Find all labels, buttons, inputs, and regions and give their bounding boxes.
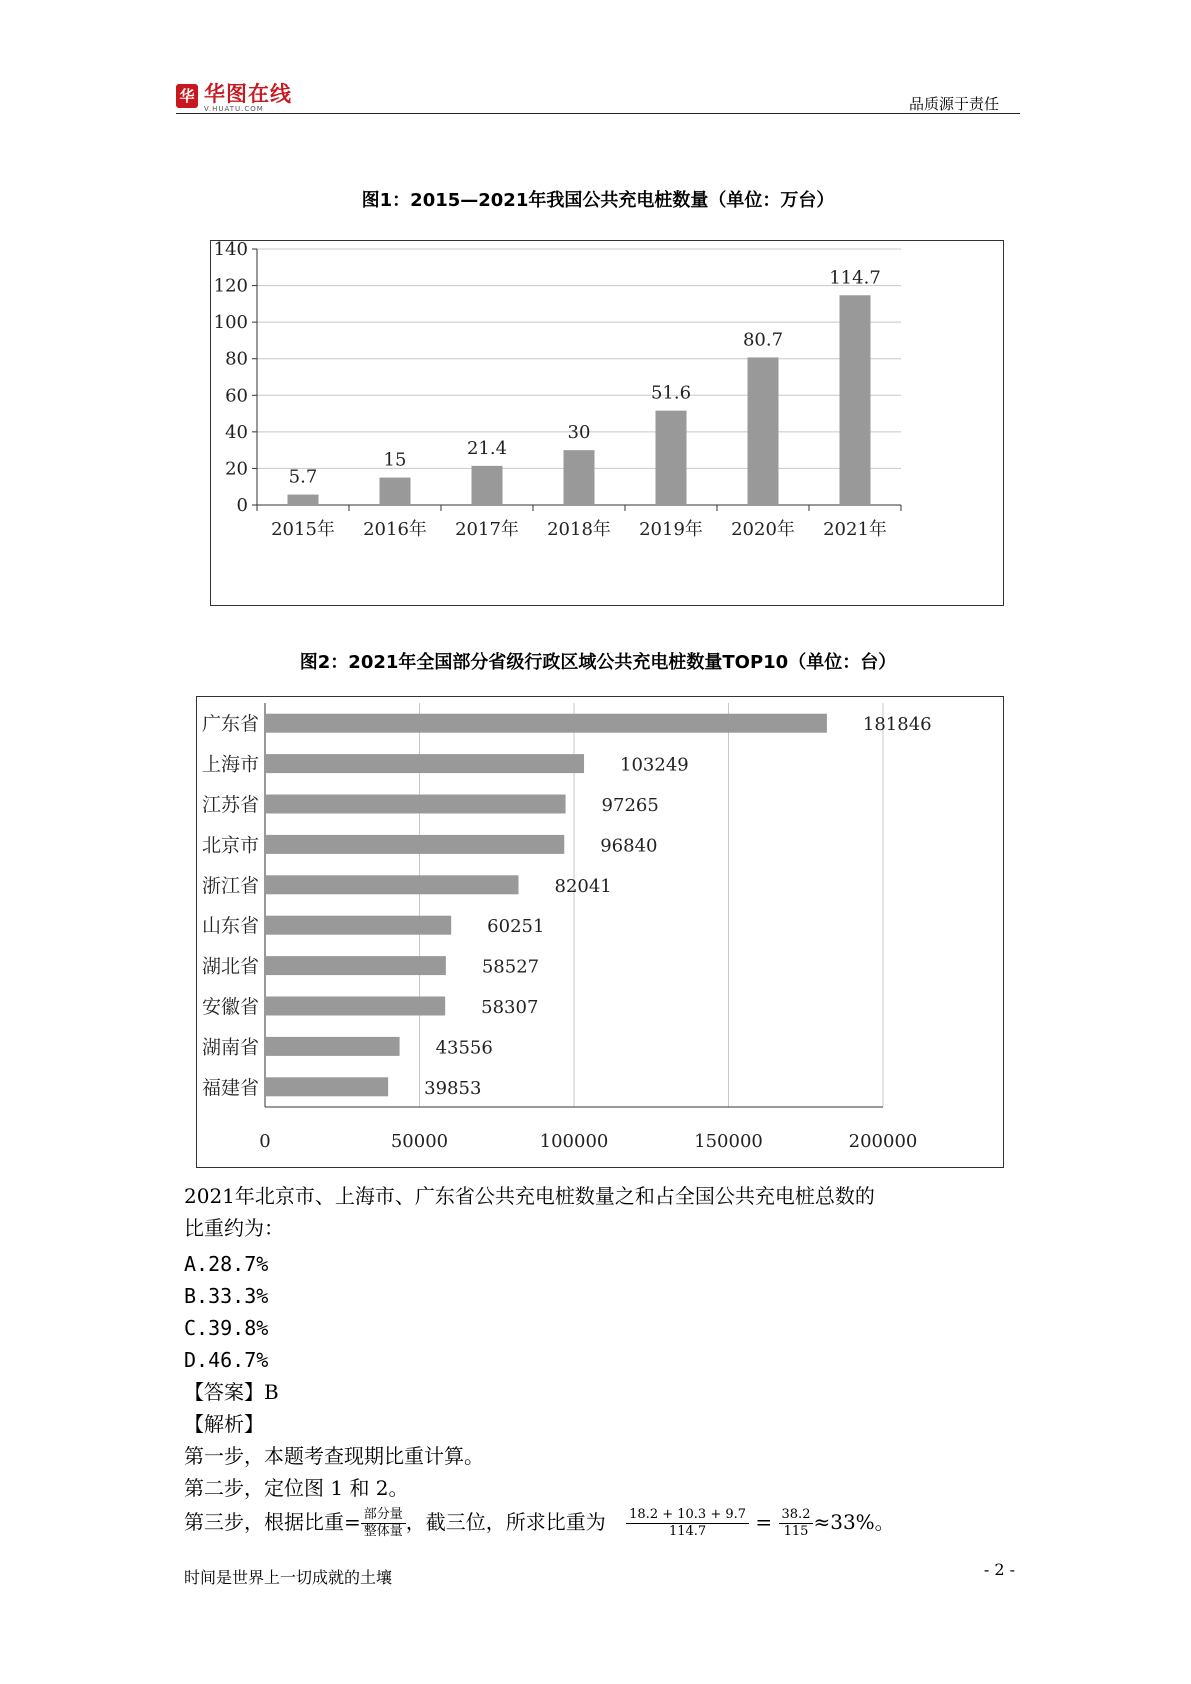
chart1-ytick-label: 120: [213, 275, 248, 297]
chart1-value-label: 114.7: [829, 267, 881, 289]
chart1-frame: [210, 240, 1004, 606]
chart2-xtick-label: 200000: [848, 1131, 918, 1152]
chart1-plot: [211, 241, 1002, 604]
analysis-step2: 第二步，定位图 1 和 2。: [184, 1476, 409, 1500]
chart2-bar: [265, 916, 451, 935]
chart1-category-label: 2016年: [363, 519, 427, 540]
chart2-bar: [265, 754, 584, 773]
chart1-category-label: 2018年: [547, 519, 611, 540]
chart2-category-label: 广东省: [201, 713, 259, 736]
chart2-xtick-label: 150000: [694, 1131, 763, 1152]
chart2-value-label: 181846: [862, 714, 932, 736]
chart2-category-label: 浙江省: [201, 874, 259, 897]
chart1-bar: [564, 450, 595, 505]
header-slogan: 品质源于责任: [908, 95, 999, 113]
option-d: D.46.7%: [184, 1348, 269, 1372]
chart1-ytick-label: 20: [225, 458, 248, 480]
chart2-value-label: 58307: [481, 997, 539, 1018]
chart1-title: 图1：2015—2021年我国公共充电桩数量（单位：万台）: [361, 190, 835, 211]
chart2-value-label: 60251: [487, 916, 545, 938]
chart1-category-label: 2019年: [639, 519, 703, 540]
chart2-value-label: 58527: [481, 956, 540, 978]
calc-result: ≈33%。: [813, 1510, 895, 1534]
chart2-category-label: 湖北省: [201, 955, 259, 978]
answer-value: B: [264, 1380, 279, 1404]
calc-denominator: 114.7: [668, 1524, 707, 1539]
chart1-ytick-label: 40: [225, 421, 248, 443]
chart2-value-label: 39853: [424, 1077, 482, 1099]
chart1-ytick-label: 60: [225, 385, 248, 407]
analysis-step1: 第一步，本题考查现期比重计算。: [184, 1444, 484, 1468]
answer-line: [184, 1376, 279, 1408]
logo-name: 华图在线: [204, 82, 292, 106]
chart1-bar: [380, 478, 411, 505]
chart1-bar: [472, 466, 503, 505]
question-stem-line1: 2021年北京市、上海市、广东省公共充电桩数量之和占全国公共充电桩总数的: [184, 1184, 875, 1208]
chart2-bar: [265, 956, 446, 975]
chart1-category-label: 2020年: [731, 519, 795, 540]
chart2-category-label: 福建省: [201, 1076, 259, 1099]
chart1-value-label: 30: [567, 422, 591, 444]
analysis-label: 【解析】: [184, 1412, 264, 1436]
ratio-denominator: 整体量: [363, 1524, 403, 1539]
header-divider: [176, 113, 1020, 114]
ratio-numerator: 部分量: [361, 1507, 406, 1524]
logo: [176, 84, 326, 114]
chart2-xtick-label: 0: [259, 1131, 271, 1152]
chart1-bar: [840, 295, 871, 505]
calc-fraction: [626, 1507, 749, 1540]
answer-label: 【答案】: [184, 1380, 264, 1404]
chart2-category-label: 山东省: [201, 915, 259, 938]
chart1-ytick-label: 0: [236, 495, 248, 516]
chart2-title: 图2：2021年全国部分省级行政区域公共充电桩数量TOP10（单位：台）: [299, 652, 897, 673]
option-c: C.39.8%: [184, 1316, 269, 1340]
chart2-category-label: 湖南省: [201, 1036, 259, 1059]
chart2-bar: [265, 1037, 400, 1056]
chart2-category-label: 上海市: [201, 753, 259, 776]
chart1-ytick-label: 140: [213, 241, 248, 260]
chart1-ytick-label: 80: [225, 348, 248, 370]
chart2-bar: [265, 997, 445, 1016]
chart1-value-label: 15: [383, 449, 407, 471]
chart1-bar: [748, 357, 779, 505]
question-stem-line2: 比重约为：: [184, 1216, 284, 1240]
page-number: - 2 -: [983, 1560, 1015, 1579]
chart1-value-label: 21.4: [466, 437, 508, 459]
chart2-bar: [265, 795, 566, 814]
footer-motto: 时间是世界上一切成就的土壤: [184, 1568, 393, 1587]
chart1-category-label: 2021年: [823, 519, 887, 540]
chart2-category-label: 北京市: [201, 834, 259, 857]
chart2-value-label: 82041: [554, 875, 612, 897]
chart2-bar: [265, 714, 827, 733]
chart2-xtick-label: 50000: [390, 1131, 449, 1152]
chart2-xtick-label: 100000: [539, 1131, 609, 1152]
chart1-value-label: 5.7: [288, 466, 318, 488]
chart2-value-label: 96840: [600, 835, 658, 857]
chart2-plot: [197, 697, 1002, 1166]
logo-url: V.HUATU.COM: [204, 105, 264, 113]
analysis-step3: [184, 1504, 895, 1540]
step3-prefix: 第三步，根据比重=: [184, 1510, 361, 1534]
chart2-category-label: 江苏省: [201, 794, 259, 816]
option-b: B.33.3%: [184, 1284, 269, 1308]
calc-denominator-2: 115: [783, 1524, 809, 1539]
chart1-bar: [656, 411, 687, 505]
chart1-bar: [288, 495, 319, 505]
chart1-value-label: 80.7: [742, 329, 784, 351]
chart1-category-label: 2017年: [455, 519, 519, 540]
chart2-bar: [265, 1077, 388, 1096]
option-a: A.28.7%: [184, 1252, 269, 1276]
step3-mid: ，截三位，所求比重为: [405, 1510, 606, 1534]
chart1-value-label: 51.6: [650, 382, 692, 404]
chart2-frame: [196, 696, 1004, 1168]
chart2-category-label: 安徽省: [201, 996, 259, 1018]
chart1-ytick-label: 100: [213, 312, 248, 334]
chart2-value-label: 103249: [620, 754, 689, 776]
chart2-bar: [265, 875, 519, 894]
calc-equals: =: [755, 1510, 773, 1534]
ratio-fraction: [361, 1507, 406, 1540]
chart2-value-label: 97265: [601, 795, 659, 816]
chart2-bar: [265, 835, 564, 854]
chart1-category-label: 2015年: [271, 519, 335, 540]
calc-fraction-2: [779, 1507, 814, 1540]
calc-numerator-2: 38.2: [779, 1507, 814, 1524]
chart2-value-label: 43556: [435, 1037, 493, 1059]
calc-numerator: 18.2 + 10.3 + 9.7: [626, 1507, 749, 1524]
logo-mark-icon: 华: [176, 84, 198, 108]
